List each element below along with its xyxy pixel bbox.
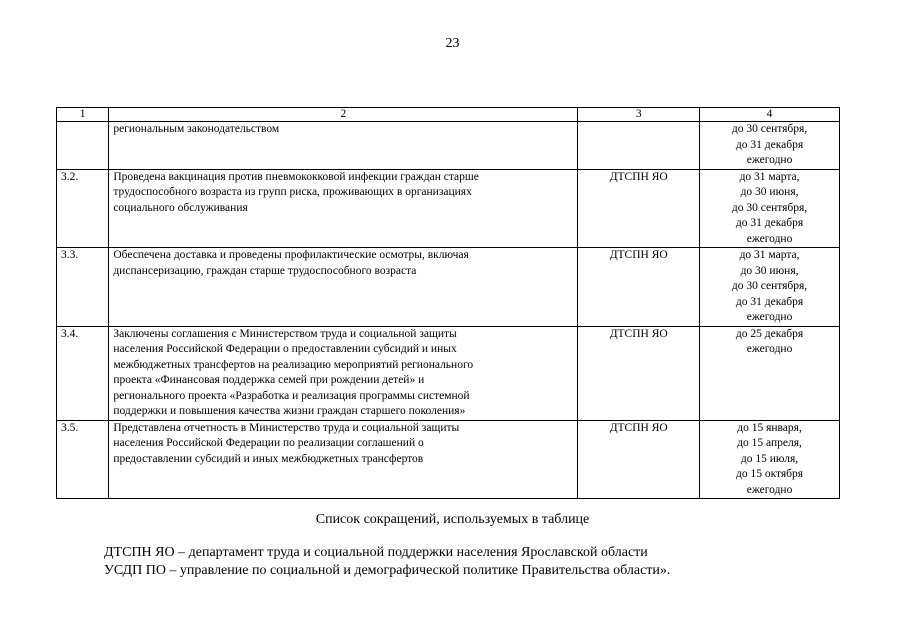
header-col-1: 1 bbox=[57, 108, 109, 122]
deadline-line: до 31 декабря bbox=[735, 217, 804, 229]
row-deadline bbox=[700, 122, 840, 170]
description-line: Проведена вакцинация против пневмококковой инфекции граждан старше bbox=[113, 170, 479, 183]
header-col-2: 2 bbox=[109, 108, 578, 122]
description-line: населения Российской Федерации о предоставлении субсидий и иных bbox=[113, 343, 457, 355]
row-responsible bbox=[578, 122, 700, 170]
row-deadline bbox=[700, 169, 840, 248]
description-line: Представлена отчетность в Министерство труда и социальной защиты bbox=[113, 421, 460, 434]
row-responsible: ДТСПН ЯО bbox=[578, 169, 700, 248]
deadline-line: до 30 июня, bbox=[740, 186, 799, 198]
description-line: регионального проекта «Разработка и реализация программы системной bbox=[113, 389, 470, 402]
deadline-line: ежегодно bbox=[746, 154, 793, 166]
description-line: предоставлении субсидий и иных межбюджетных трансфертов bbox=[113, 452, 424, 465]
deadline-line: до 31 декабря bbox=[735, 295, 804, 308]
row-description bbox=[109, 122, 578, 170]
table-row bbox=[57, 420, 840, 499]
description-line: Заключены соглашения с Министерством труда и социальной защиты bbox=[113, 327, 457, 340]
deadline-line: ежегодно bbox=[746, 311, 793, 323]
description-line: межбюджетных трансфертов на реализацию мероприятий регионального bbox=[113, 358, 474, 371]
deadline-line: ежегодно bbox=[746, 343, 793, 355]
description-line: трудоспособного возраста из групп риска, проживающих в организациях bbox=[113, 186, 472, 198]
header-col-4: 4 bbox=[700, 108, 840, 122]
row-number: 3.3. bbox=[57, 248, 109, 327]
row-responsible: ДТСПН ЯО bbox=[578, 420, 700, 499]
deadline-line: до 15 января, bbox=[737, 421, 802, 434]
table-row bbox=[57, 169, 840, 248]
row-description bbox=[109, 420, 578, 499]
deadline-line: ежегодно bbox=[746, 483, 793, 496]
table-row bbox=[57, 248, 840, 327]
page-number: 23 bbox=[445, 36, 460, 51]
deadline-line: до 25 декабря bbox=[735, 327, 804, 340]
row-description bbox=[109, 169, 578, 248]
row-deadline bbox=[700, 248, 840, 327]
deadline-line: до 30 июня, bbox=[740, 264, 799, 277]
row-deadline bbox=[700, 326, 840, 420]
row-responsible: ДТСПН ЯО bbox=[578, 326, 700, 420]
measures-table bbox=[56, 107, 840, 499]
table-row bbox=[57, 326, 840, 420]
row-number bbox=[57, 122, 109, 170]
deadline-line: до 15 июля, bbox=[740, 452, 799, 465]
abbreviation-item: УСДП ПО – управление по социальной и демографической политике Правительства области». bbox=[104, 563, 671, 578]
row-description bbox=[109, 248, 578, 327]
header-col-3: 3 bbox=[578, 108, 700, 122]
deadline-line: до 15 апреля, bbox=[737, 437, 802, 449]
row-number: 3.2. bbox=[57, 169, 109, 248]
description-line: проекта «Финансовая поддержка семей при рождении детей» и bbox=[113, 374, 425, 386]
deadline-line: ежегодно bbox=[746, 232, 793, 245]
row-number: 3.5. bbox=[57, 420, 109, 499]
row-description bbox=[109, 326, 578, 420]
deadline-line: до 30 сентября, bbox=[731, 201, 808, 214]
row-number: 3.4. bbox=[57, 326, 109, 420]
description-line: населения Российской Федерации по реализации соглашений о bbox=[113, 437, 424, 449]
row-responsible: ДТСПН ЯО bbox=[578, 248, 700, 327]
deadline-line: до 31 марта, bbox=[739, 249, 800, 261]
description-line: региональным законодательством bbox=[113, 123, 280, 135]
table-header-row bbox=[57, 108, 840, 122]
description-line: Обеспечена доставка и проведены профилактические осмотры, включая bbox=[113, 249, 469, 261]
row-deadline bbox=[700, 420, 840, 499]
deadline-line: до 31 декабря bbox=[735, 138, 804, 151]
deadline-line: до 30 сентября, bbox=[731, 123, 808, 135]
abbreviation-item: ДТСПН ЯО – департамент труда и социальной поддержки населения Ярославской области bbox=[104, 545, 648, 560]
description-line: поддержки и повышения качества жизни граждан старшего поколения» bbox=[113, 405, 466, 417]
table-body bbox=[57, 122, 840, 499]
description-line: диспансеризацию, граждан старше трудоспособного возраста bbox=[113, 264, 417, 277]
deadline-line: до 30 сентября, bbox=[731, 280, 808, 292]
abbreviations-list bbox=[104, 544, 670, 580]
deadline-line: до 15 октября bbox=[735, 468, 804, 480]
description-line: социального обслуживания bbox=[113, 201, 248, 214]
table-row bbox=[57, 122, 840, 170]
deadline-line: до 31 марта, bbox=[739, 170, 800, 183]
abbreviations-title: Список сокращений, используемых в таблице bbox=[315, 512, 590, 527]
